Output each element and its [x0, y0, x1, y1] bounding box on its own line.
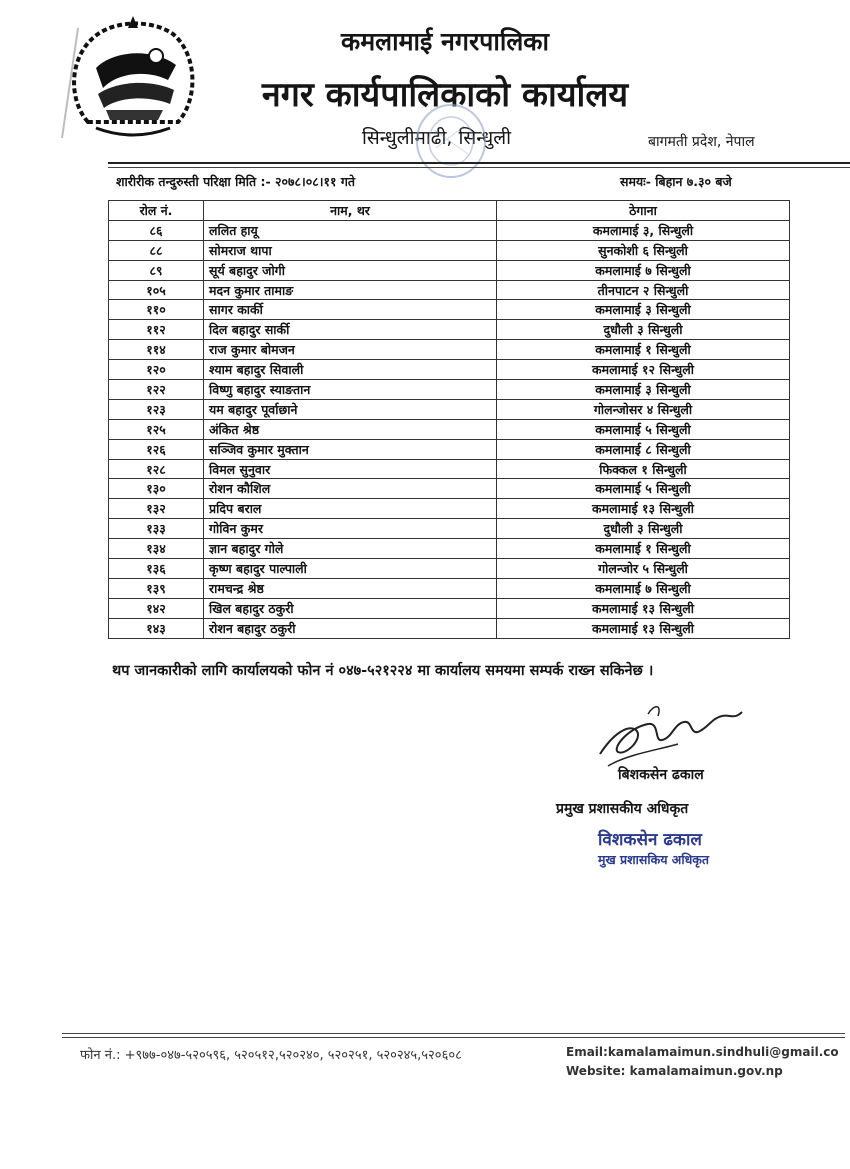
footer-phone: फोन नं.: +९७७-०४७-५२०५९६, ५२०५१२,५२०२४०, ५२०२५१, ५२०२४५,५२०६०८ — [80, 1048, 462, 1063]
roll-cell: ८९ — [109, 260, 204, 280]
address-cell: कमलामाई ७ सिन्धुली — [497, 578, 790, 598]
name-cell: कृष्ण बहादुर पाल्पाली — [204, 559, 497, 579]
roll-cell: १२५ — [109, 419, 204, 439]
address-cell: कमलामाई ५ सिन्धुली — [497, 479, 790, 499]
name-cell: ज्ञान बहादुर गोले — [204, 539, 497, 559]
roll-cell: १३३ — [109, 519, 204, 539]
table-row — [109, 399, 790, 419]
name-cell: रामचन्द्र श्रेष्ठ — [204, 578, 497, 598]
roll-cell: १२० — [109, 360, 204, 380]
header-divider-bottom — [108, 167, 850, 168]
roll-cell: ८८ — [109, 240, 204, 260]
table-row — [109, 340, 790, 360]
table-row — [109, 559, 790, 579]
office-location: सिन्धुलीमाढी, सिन्धुली — [362, 127, 512, 149]
name-cell: सोमराज थापा — [204, 240, 497, 260]
address-cell: दुधौली ३ सिन्धुली — [497, 320, 790, 340]
name-cell: राज कुमार बोमजन — [204, 340, 497, 360]
table-row — [109, 260, 790, 280]
address-cell: कमलामाई ३ सिन्धुली — [497, 300, 790, 320]
name-cell: सूर्य बहादुर जोगी — [204, 260, 497, 280]
table-row — [109, 618, 790, 638]
address-cell: कमलामाई १२ सिन्धुली — [497, 360, 790, 380]
stamp-signatory-name: विशकसेन ढकाल — [598, 830, 702, 850]
address-cell: गोलन्जोर ५ सिन्धुली — [497, 559, 790, 579]
roll-cell: १४२ — [109, 598, 204, 618]
roll-cell: १३४ — [109, 539, 204, 559]
municipality-name: कमलामाई नगरपालिका — [341, 27, 549, 56]
name-cell: दिल बहादुर सार्की — [204, 320, 497, 340]
contact-note: थप जानकारीको लागि कार्यालयको फोन नं ०४७-५२१२२४ मा कार्यालय समयमा सम्पर्क राख्न सकिनेछ । — [112, 663, 654, 679]
name-cell: रोशन कौशिल — [204, 479, 497, 499]
roll-cell: १३२ — [109, 499, 204, 519]
signatory-title: प्रमुख प्रशासकीय अधिकृत — [556, 801, 689, 817]
footer-email: Email:kamalamaimun.sindhuli@gmail.co — [566, 1045, 839, 1059]
roll-cell: १०५ — [109, 280, 204, 300]
column-header-roll: रोल नं. — [109, 201, 204, 221]
exam-time: समयः- बिहान ७.३० बजे — [620, 174, 732, 189]
name-cell: विमल सुनुवार — [204, 459, 497, 479]
table-row — [109, 499, 790, 519]
address-cell: दुधौली ३ सिन्धुली — [497, 519, 790, 539]
table-row — [109, 539, 790, 559]
roll-cell: १२८ — [109, 459, 204, 479]
office-title: नगर कार्यपालिकाको कार्यालय — [261, 75, 629, 115]
table-row — [109, 519, 790, 539]
address-cell: तीनपाटन २ सिन्धुली — [497, 280, 790, 300]
address-cell: कमलामाई १ सिन्धुली — [497, 340, 790, 360]
name-cell: अंकित श्रेष्ठ — [204, 419, 497, 439]
table-header-row — [109, 201, 790, 221]
address-cell: कमलामाई १३ सिन्धुली — [497, 618, 790, 638]
roll-cell: १२२ — [109, 380, 204, 400]
signature-icon — [588, 694, 753, 774]
header-divider-top — [108, 162, 850, 164]
address-cell: कमलामाई ७ सिन्धुली — [497, 260, 790, 280]
name-cell: रोशन बहादुर ठकुरी — [204, 618, 497, 638]
address-cell: कमलामाई ३, सिन्धुली — [497, 220, 790, 240]
name-cell: सागर कार्की — [204, 300, 497, 320]
table-row — [109, 380, 790, 400]
footer-divider-top — [62, 1033, 845, 1034]
name-cell: गोविन कुमर — [204, 519, 497, 539]
address-cell: सुनकोशी ६ सिन्धुली — [497, 240, 790, 260]
roll-cell: ११० — [109, 300, 204, 320]
address-cell: कमलामाई १३ सिन्धुली — [497, 499, 790, 519]
column-header-address: ठेगाना — [497, 201, 790, 221]
name-cell: ललित हायू — [204, 220, 497, 240]
roll-cell: १३० — [109, 479, 204, 499]
name-cell: सञ्जिव कुमार मुक्तान — [204, 439, 497, 459]
address-cell: कमलामाई ८ सिन्धुली — [497, 439, 790, 459]
roll-cell: १३६ — [109, 559, 204, 579]
table-row — [109, 220, 790, 240]
roll-cell: १२६ — [109, 439, 204, 459]
address-cell: गोलन्जोसर ४ सिन्धुली — [497, 399, 790, 419]
roll-cell: १४३ — [109, 618, 204, 638]
footer-website: Website: kamalamaimun.gov.np — [566, 1064, 783, 1078]
office-stamp-icon — [412, 100, 490, 182]
address-cell: कमलामाई ५ सिन्धुली — [497, 419, 790, 439]
signatory-name: बिशकसेन ढकाल — [618, 767, 704, 783]
name-cell: विष्णु बहादुर स्याङतान — [204, 380, 497, 400]
table-row — [109, 439, 790, 459]
table-row — [109, 578, 790, 598]
table-row — [109, 419, 790, 439]
table-row — [109, 320, 790, 340]
roll-cell: १३९ — [109, 578, 204, 598]
address-cell: फिक्कल १ सिन्धुली — [497, 459, 790, 479]
exam-date: शारीरीक तन्दुरुस्ती परिक्षा मिति :- २०७८।०८।११ गते — [116, 174, 356, 189]
table-row — [109, 280, 790, 300]
address-cell: कमलामाई १३ सिन्धुली — [497, 598, 790, 618]
address-cell: कमलामाई ३ सिन्धुली — [497, 380, 790, 400]
column-header-name: नाम, थर — [204, 201, 497, 221]
table-row — [109, 360, 790, 380]
name-cell: मदन कुमार तामाङ — [204, 280, 497, 300]
table-row — [109, 598, 790, 618]
roll-cell: ११२ — [109, 320, 204, 340]
name-cell: प्रदिप बराल — [204, 499, 497, 519]
table-row — [109, 240, 790, 260]
name-cell: खिल बहादुर ठकुरी — [204, 598, 497, 618]
address-cell: कमलामाई १ सिन्धुली — [497, 539, 790, 559]
name-cell: श्याम बहादुर सिवाली — [204, 360, 497, 380]
table-row — [109, 479, 790, 499]
candidate-table — [108, 200, 790, 639]
stamp-signatory-title: मुख प्रशासकिय अधिकृत — [598, 852, 709, 867]
footer-divider-bottom — [62, 1037, 845, 1038]
roll-cell: ११४ — [109, 340, 204, 360]
table-row — [109, 300, 790, 320]
province-label: बागमती प्रदेश, नेपाल — [648, 134, 755, 150]
table-row — [109, 459, 790, 479]
roll-cell: १२३ — [109, 399, 204, 419]
roll-cell: ८६ — [109, 220, 204, 240]
name-cell: यम बहादुर पूर्वाछाने — [204, 399, 497, 419]
